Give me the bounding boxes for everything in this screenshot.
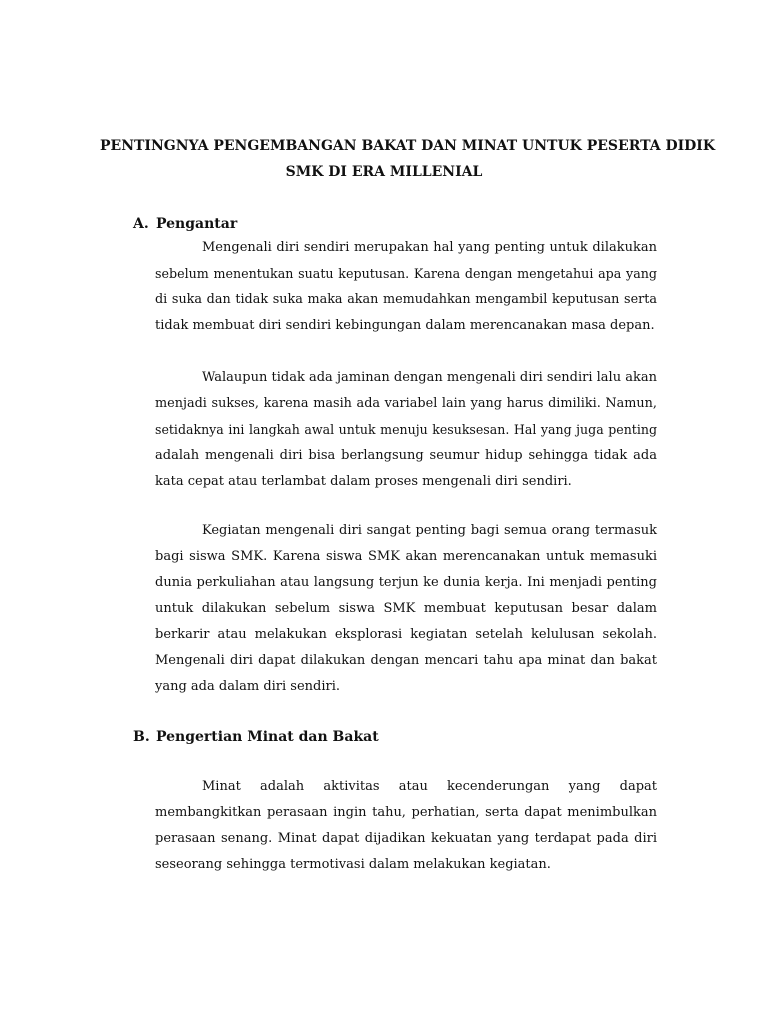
document-title bbox=[100, 133, 716, 185]
paragraph-line: di suka dan tidak suka maka akan memudahkan mengambil keputusan serta bbox=[155, 292, 657, 307]
paragraph-line: menjadi sukses, karena masih ada variabel lain yang harus dimiliki. Namun, bbox=[155, 396, 657, 411]
paragraph-line: Minat adalah aktivitas atau kecenderungan yang dapat bbox=[202, 779, 657, 794]
paragraph-line: adalah mengenali diri bisa berlangsung seumur hidup sehingga tidak ada bbox=[155, 448, 657, 463]
section-a-title: Pengantar bbox=[156, 216, 238, 232]
paragraph-line: untuk dilakukan sebelum siswa SMK membuat keputusan besar dalam bbox=[155, 601, 657, 616]
paragraph-line: Walaupun tidak ada jaminan dengan mengenali diri sendiri lalu akan bbox=[202, 370, 657, 385]
section-a-marker: A. bbox=[133, 216, 149, 232]
paragraph-line: Mengenali diri sendiri merupakan hal yang penting untuk dilakukan bbox=[202, 240, 657, 255]
paragraph-line: Mengenali diri dapat dilakukan dengan mencari tahu apa minat dan bakat bbox=[155, 653, 657, 668]
paragraph-line: sebelum menentukan suatu keputusan. Karena dengan mengetahui apa yang bbox=[155, 266, 657, 281]
section-a-paragraph-3 bbox=[155, 518, 657, 700]
title-line-2: SMK DI ERA MILLENIAL bbox=[285, 164, 483, 180]
section-b-title: Pengertian Minat dan Bakat bbox=[156, 729, 379, 745]
paragraph-line: yang ada dalam diri sendiri. bbox=[155, 679, 341, 694]
section-a-paragraph-2 bbox=[155, 365, 657, 495]
section-b-paragraph-1 bbox=[155, 774, 657, 878]
section-a-paragraph-1 bbox=[155, 235, 657, 339]
paragraph-line: membangkitkan perasaan ingin tahu, perhatian, serta dapat menimbulkan bbox=[155, 805, 657, 820]
paragraph-line: perasaan senang. Minat dapat dijadikan kekuatan yang terdapat pada diri bbox=[155, 831, 657, 846]
section-a-heading bbox=[133, 214, 237, 234]
paragraph-line: setidaknya ini langkah awal untuk menuju kesuksesan. Hal yang juga penting bbox=[155, 422, 657, 437]
paragraph-line: kata cepat atau terlambat dalam proses mengenali diri sendiri. bbox=[155, 474, 572, 489]
paragraph-line: Kegiatan mengenali diri sangat penting bagi semua orang termasuk bbox=[202, 523, 657, 538]
paragraph-line: tidak membuat diri sendiri kebingungan dalam merencanakan masa depan. bbox=[155, 318, 655, 333]
paragraph-line: berkarir atau melakukan eksplorasi kegiatan setelah kelulusan sekolah. bbox=[155, 627, 657, 642]
paragraph-line: seseorang sehingga termotivasi dalam melakukan kegiatan. bbox=[155, 857, 551, 872]
paragraph-line: dunia perkuliahan atau langsung terjun ke dunia kerja. Ini menjadi penting bbox=[155, 575, 657, 590]
title-line-1: PENTINGNYA PENGEMBANGAN BAKAT DAN MINAT UNTUK PESERTA DIDIK bbox=[100, 138, 716, 154]
paragraph-line: bagi siswa SMK. Karena siswa SMK akan merencanakan untuk memasuki bbox=[155, 549, 657, 564]
section-b-heading bbox=[133, 727, 379, 747]
section-b-marker: B. bbox=[133, 729, 150, 745]
